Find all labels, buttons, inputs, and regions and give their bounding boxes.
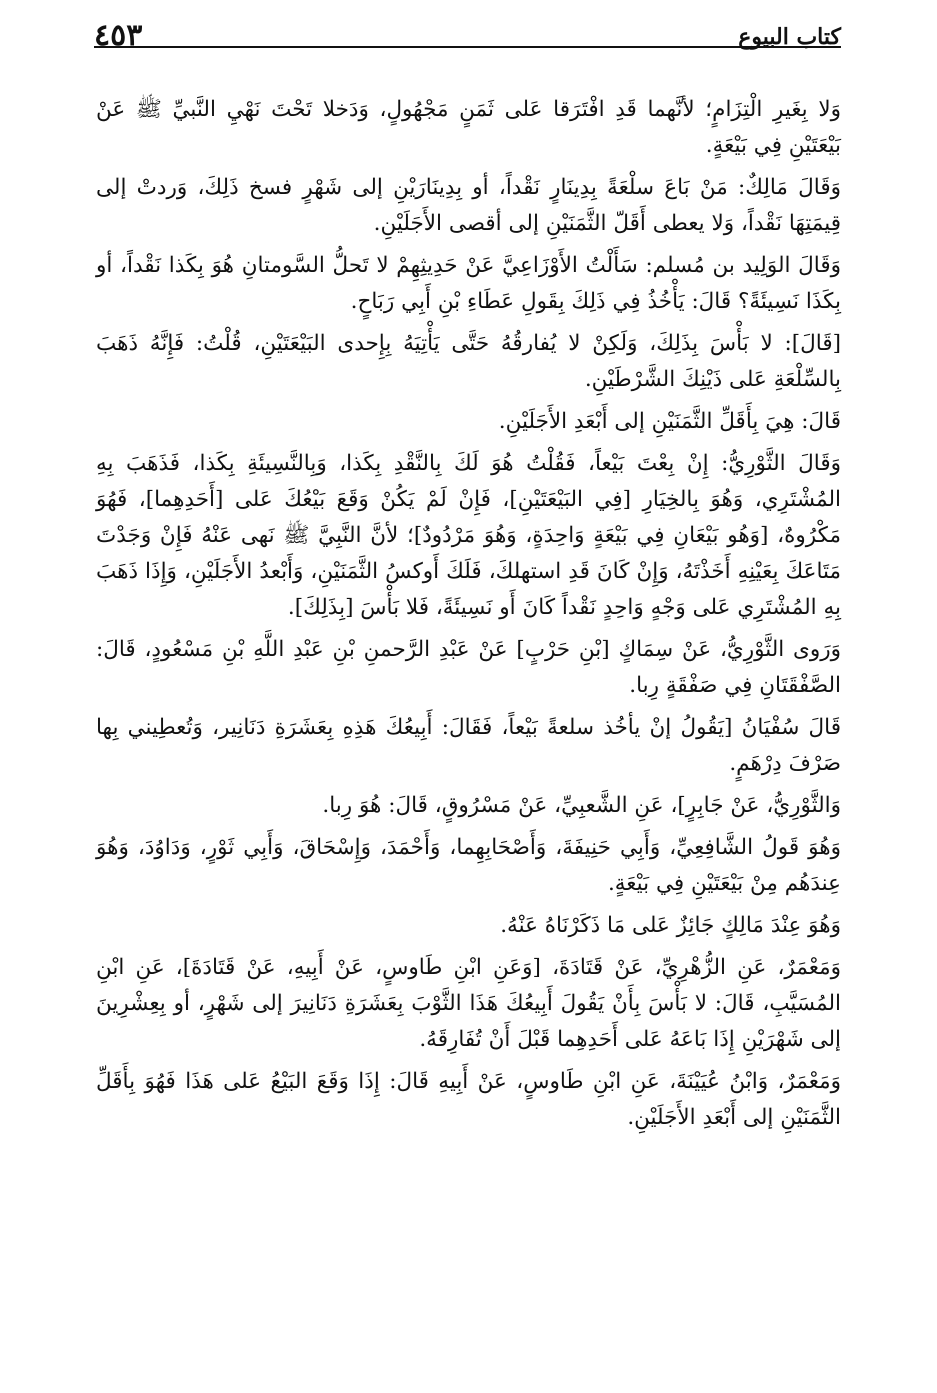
- paragraph: وَمَعْمَرٌ، وَابْنُ عُيَيْنَةَ، عَنِ ابْنِ طَاوسٍ، عَنْ أَبِيهِ قَالَ: إِذَا وَقَعَ البَيْعُ عَلى هَذَا فَهُوَ بِأَقَلِّ الثَّمَنَيْنِ إلى أَبْعَدِ الأَجَلَيْنِ.: [96, 1069, 841, 1130]
- paragraph: وَلا بِغَيرِ الْتِزَامٍ؛ لأنَّهما قَدِ افْتَرَقا عَلى ثَمَنٍ مَجْهُولٍ، وَدَخلا تَحْتَ نَهْيِ النَّبيِّ ﷺ عَنْ بَيْعَتَيْنِ فِي بَيْعَةٍ.: [96, 97, 841, 158]
- header-rule: [94, 46, 841, 48]
- page-body: [96, 92, 841, 1142]
- paragraph: وَقَالَ مَالِكٌ: مَنْ بَاعَ سلْعَةً بِدِينَارٍ نَقْداً، أو بِدِينَارَيْنِ إلى شَهْرٍ فسخ ذَلِكَ، وَردتْ إلى قِيمَتِهَا نَقْداً، وَلا يعطى أَقَلّ الثَّمَنَيْنِ إلى أقصى الأَجَلَيْنِ.: [96, 175, 841, 236]
- paragraph: وَقَالَ الثَّوْرِيُّ: إِنْ بِعْتَ بَيْعاً، فَقُلْتُ هُوَ لَكَ بِالنَّقْدِ بِكَذا، وَبِالنَّسِيئَةِ بِكَذا، فَذَهَبَ بِهِ المُشْتَرِي، وَهُوَ بِالخِيَارِ [فِي البَيْعَتَيْنِ]، فَإِنْ لَمْ يَكُنْ وَقَعَ بَيْعُكَ عَلى [أَحَدِهِما]، فَهُوَ مَكْرُوهٌ، [وَهُو بَيْعَانِ فِي بَيْعَةٍ وَاحِدَةٍ، وَهُوَ مَرْدُودٌ]؛ لأنَّ النَّبِيَّ ﷺ نَهى عَنْهُ فَإِنْ وَجَدْتَ مَتَاعَكَ بِعَيْنِهِ أَخَذْتَهُ، وَإِنْ كَانَ قَدِ استهلكَ، فَلَكَ أَوكسُ الثَّمَنَيْنِ، وَأَبْعدُ الأَجَلَيْنِ، وَإِذَا ذَهَبَ بِهِ المُشْتَرِي عَلى وَجْهٍ وَاحِدٍ نَقْداً كَانَ أَو نَسِيئَةً، فَلا بَأْسَ [بِذَلِكَ].: [96, 451, 841, 620]
- paragraph: وَهُوَ عِنْدَ مَالِكٍ جَائِزٌ عَلى مَا ذَكَرْنَاهُ عَنْهُ.: [500, 913, 841, 938]
- paragraph: وَهُوَ قَولُ الشَّافِعِيِّ، وَأَبِي حَنِيفَةَ، وَأَصْحَابِهِما، وَأَحْمَدَ، وَإِسْحَاقَ، وَأَبِي ثَوْرٍ، وَدَاوُدَ، وَهُوَ عِندَهُم مِنْ بَيْعَتَيْنِ فِي بَيْعَةٍ.: [96, 835, 841, 896]
- paragraph: [قَالَ]: لا بَأْسَ بِذَلِكَ، وَلَكِنْ لا يُفارقُهُ حَتَّى يَأْتِيَهُ بِإِحدى البَيْعَتَيْنِ، قُلْتُ: فَإِنَّهُ ذَهَبَ بِالسِّلْعَةِ عَلى ذَيْنِكَ الشَّرْطَيْنِ.: [96, 331, 841, 392]
- paragraph: وَقَالَ الوَلِيد بن مُسلم: سَأَلْتُ الأَوْزَاعِيَّ عَنْ حَدِيثِهِمْ لا تَحلُّ السَّومتانِ هُوَ بِكَذا نَقْداً، أو بِكَذَا نَسِيئَةً؟ قَالَ: يَأْخُذُ فِي ذَلِكَ بِقَولِ عَطَاءِ بْنِ أَبِي رَبَاحٍ.: [96, 253, 841, 314]
- page-number: ٤٥٣: [94, 18, 143, 53]
- paragraph: وَمَعْمَرٌ، عَنِ الزُّهْرِيِّ، عَنْ قَتَادَةَ، [وَعَنِ ابْنِ طَاوسٍ، عَنْ أَبِيهِ، عَنْ قَتَادَةَ]، عَنِ ابْنِ المُسَيَّبِ، قَالَ: لا بَأْسَ بِأَنْ يَقُولَ أَبِيعُكَ هَذَا الثَّوْبَ بِعَشَرَةِ دَنَانِيرَ إلى شَهْرٍ، أو بِعِشْرِينَ إلى شَهْرَيْنِ إِذَا بَاعَهُ عَلى أَحَدِهِما قَبْلَ أَنْ تُفَارِقَهُ.: [96, 955, 841, 1052]
- paragraph: قَالَ: هِيَ بِأَقَلِّ الثَّمَنَيْنِ إلى أَبْعَدِ الأَجَلَيْنِ.: [498, 409, 841, 434]
- paragraph: وَرَوى الثَّوْرِيُّ، عَنْ سِمَاكٍ [بْنِ حَرْبٍ] عَنْ عَبْدِ الرَّحمنِ بْنِ عَبْدِ اللَّهِ بْنِ مَسْعُودٍ، قَالَ: الصَّفْقَتَانِ فِي صَفْقَةٍ رِبا.: [96, 637, 841, 698]
- paragraph: قَالَ سُفْيَانُ [يَقُولُ إنْ يأخُذ سلعةً بَيْعاً، فَقَالَ: أَبِيعُكَ هَذِهِ بِعَشَرَةِ دَنَانِير، وَتُعطِيني بِها صَرْفَ دِرْهَمٍ.: [96, 715, 841, 776]
- running-title: كتاب البيوع: [738, 24, 841, 50]
- page-header: [94, 18, 841, 58]
- paragraph: وَالثَّوْرِيُّ، عَنْ جَابِرٍ]، عَنِ الشَّعبِيِّ، عَنْ مَسْرُوقٍ، قَالَ: هُوَ رِبا.: [322, 793, 841, 818]
